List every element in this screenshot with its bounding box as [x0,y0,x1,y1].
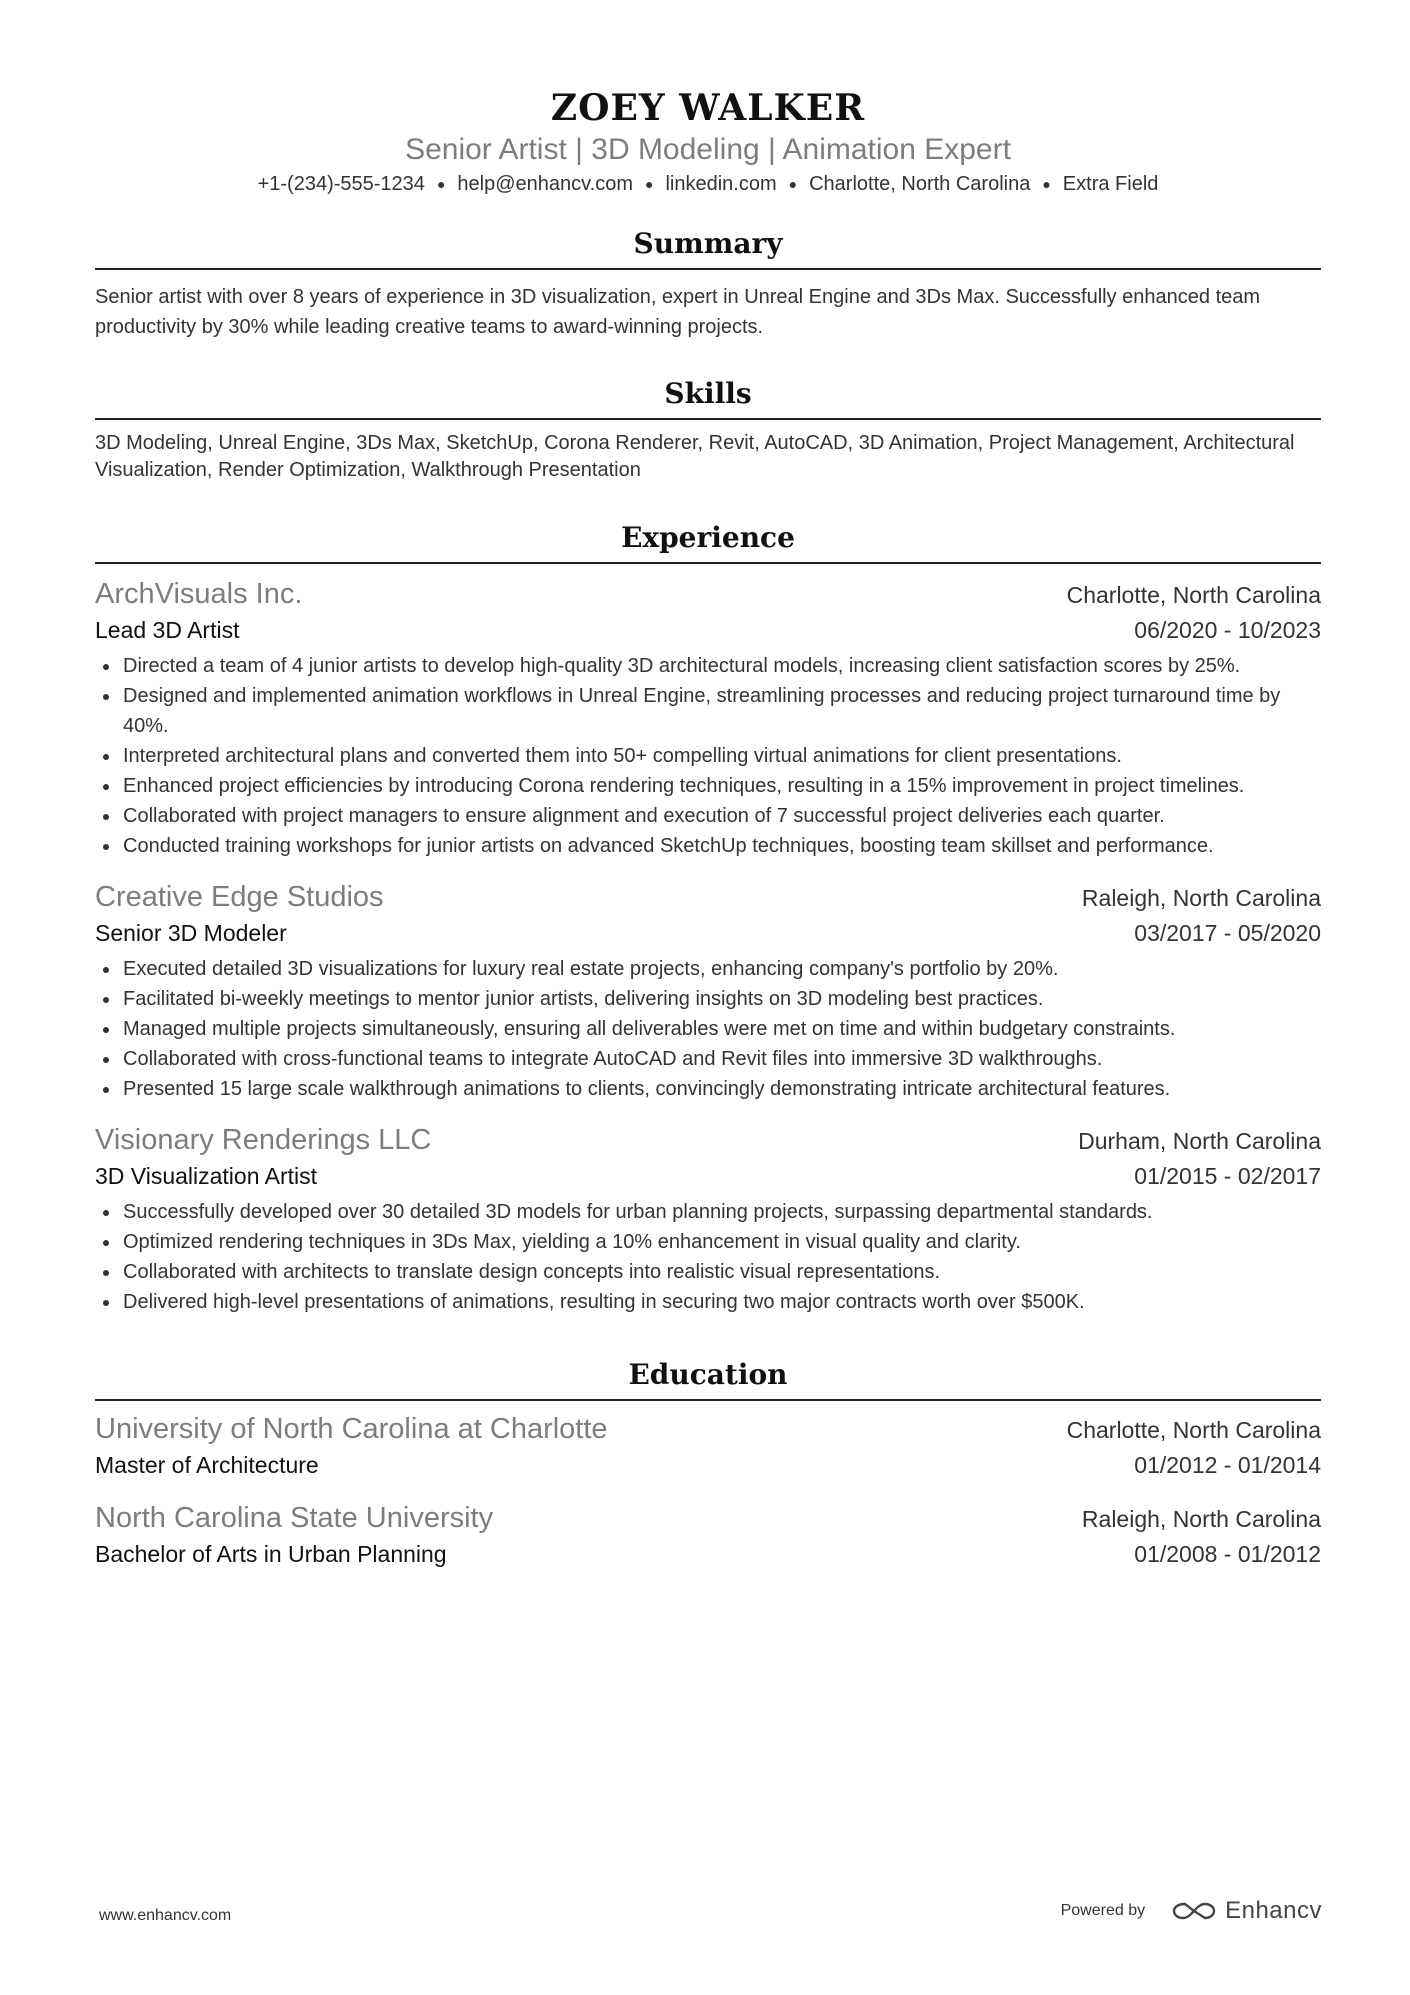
school-name: University of North Carolina at Charlotte [95,1413,608,1445]
bullet-item: Interpreted architectural plans and converted them into 50+ compelling virtual animations for client presentations. [123,741,1321,771]
bullet-item: Collaborated with cross-functional teams to integrate AutoCAD and Revit files into immersive 3D walkthroughs. [123,1044,1321,1074]
company-name: Visionary Renderings LLC [95,1124,432,1156]
degree: Master of Architecture [95,1452,319,1478]
job-location: Durham, North Carolina [1078,1128,1321,1154]
bullet-item: Managed multiple projects simultaneously, ensuring all deliverables were met on time and within budgetary constraints. [123,1014,1321,1044]
bullet-item: Executed detailed 3D visualizations for luxury real estate projects, enhancing company's portfolio by 20%. [123,954,1321,984]
skills-heading: Skills [95,376,1321,420]
footer-website[interactable]: www.enhancv.com [99,1907,232,1924]
experience-heading: Experience [95,520,1321,564]
job-bullets [95,954,1321,1104]
school-location: Charlotte, North Carolina [1066,1417,1321,1443]
summary-text: Senior artist with over 8 years of experience in 3D visualization, expert in Unreal Engine and 3Ds Max. Successfully enhanced team productivity by 30% while leading creative teams to award-winning projects. [95,286,1261,338]
bullet-item: Directed a team of 4 junior artists to develop high-quality 3D architectural models, increasing client satisfaction scores by 25%. [123,651,1321,681]
job-bullets [95,1197,1321,1317]
candidate-name: ZOEY WALKER [550,87,866,129]
powered-by-label: Powered by [1060,1902,1146,1919]
school-location: Raleigh, North Carolina [1081,1506,1321,1532]
contact-location: Charlotte, North Carolina [809,173,1031,195]
company-name: Creative Edge Studios [95,881,384,913]
education-entry [95,1411,1321,1482]
job-dates: 01/2015 - 02/2017 [1134,1163,1321,1189]
bullet-separator: ● [645,176,654,192]
bullet-item: Presented 15 large scale walkthrough animations to clients, convincingly demonstrating intricate architectural features. [123,1074,1321,1104]
resume-page [95,0,1321,1571]
education-heading: Education [95,1357,1321,1401]
bullet-item: Designed and implemented animation workflows in Unreal Engine, streamlining processes and reducing project turnaround time by 40%. [123,681,1321,741]
skills-section [95,376,1321,484]
bullet-separator: ● [1042,176,1051,192]
degree: Bachelor of Arts in Urban Planning [95,1541,447,1567]
job-role: 3D Visualization Artist [95,1163,318,1189]
bullet-item: Optimized rendering techniques in 3Ds Max, yielding a 10% enhancement in visual quality and clarity. [123,1227,1321,1257]
education-section [95,1357,1321,1571]
contact-extra: Extra Field [1062,173,1159,195]
job-dates: 03/2017 - 05/2020 [1134,920,1321,946]
bullet-item: Facilitated bi-weekly meetings to mentor junior artists, delivering insights on 3D modeling best practices. [123,984,1321,1014]
contact-line [95,170,1321,198]
bullet-item: Conducted training workshops for junior artists on advanced SketchUp techniques, boosting team skillset and performance. [123,831,1321,861]
education-dates: 01/2008 - 01/2012 [1134,1541,1321,1567]
company-name: ArchVisuals Inc. [95,578,303,610]
bullet-item: Successfully developed over 30 detailed 3D models for urban planning projects, surpassing departmental standards. [123,1197,1321,1227]
job-location: Raleigh, North Carolina [1081,885,1321,911]
bullet-item: Collaborated with architects to translate design concepts into realistic visual representations. [123,1257,1321,1287]
bullet-separator: ● [436,176,446,192]
enhancv-logo-icon [1171,1900,1217,1922]
footer-brand [1061,1897,1322,1925]
experience-entry [95,1122,1321,1317]
education-entry [95,1500,1321,1571]
bullet-item: Enhanced project efficiencies by introducing Corona rendering techniques, resulting in a 15% improvement in project timelines. [123,771,1321,801]
bullet-item: Collaborated with project managers to ensure alignment and execution of 7 successful project deliveries each quarter. [123,801,1321,831]
skills-text: 3D Modeling, Unreal Engine, 3Ds Max, SketchUp, Corona Renderer, Revit, AutoCAD, 3D Animation, Project Management, Architectural Visualization, Render Optimization, Walkthrough Presentation [95,432,1295,481]
job-bullets [95,651,1321,861]
job-dates: 06/2020 - 10/2023 [1134,617,1321,643]
brand-name: Enhancv [1225,1897,1322,1924]
job-role: Senior 3D Modeler [95,920,287,946]
job-location: Charlotte, North Carolina [1066,582,1321,608]
contact-phone: +1-(234)-555-1234 [257,173,425,195]
school-name: North Carolina State University [95,1502,494,1534]
summary-heading: Summary [95,226,1321,270]
education-dates: 01/2012 - 01/2014 [1134,1452,1321,1478]
bullet-separator: ● [788,176,798,192]
summary-section [95,226,1321,342]
job-role: Lead 3D Artist [95,617,240,643]
bullet-item: Delivered high-level presentations of animations, resulting in securing two major contracts worth over $500K. [123,1287,1321,1317]
experience-entry [95,576,1321,861]
experience-section [95,520,1321,1317]
contact-email[interactable]: help@enhancv.com [457,173,633,195]
experience-entry [95,879,1321,1104]
candidate-title: Senior Artist | 3D Modeling | Animation Expert [405,133,1011,166]
contact-linkedin[interactable]: linkedin.com [665,173,777,195]
